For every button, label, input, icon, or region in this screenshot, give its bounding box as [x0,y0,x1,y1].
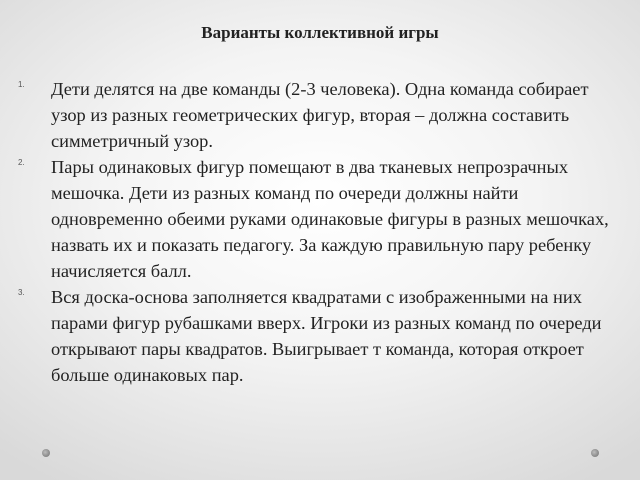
decorative-dot-left [42,449,50,457]
list-item-text: Пары одинаковых фигур помещают в два тканевых непрозрачных мешочка. Дети из разных команд по очереди должны найти одновременно обеими руками одинаковые фигуры в разных мешочках, назвать их и показать педагогу. За каждую правильную пару ребенку начисляется балл. [51,157,609,281]
game-variants-list [0,76,640,388]
list-item [0,154,640,284]
list-number: 1. [18,80,25,89]
list-item [0,284,640,388]
list-item-text: Дети делятся на две команды (2-3 человека). Одна команда собирает узор из разных геометрических фигур, вторая – должна составить симметричный узор. [51,79,589,151]
list-item-text: Вся доска-основа заполняется квадратами с изображенными на них парами фигур рубашками вверх. Игроки из разных команд по очереди открывают пары квадратов. Выигрывает т команда, которая откроет больше одинаковых пар. [51,287,602,385]
decorative-dot-right [591,449,599,457]
list-item [0,76,640,154]
list-number: 2. [18,158,25,167]
slide-title: Варианты коллективной игры [201,23,439,42]
list-number: 3. [18,288,25,297]
